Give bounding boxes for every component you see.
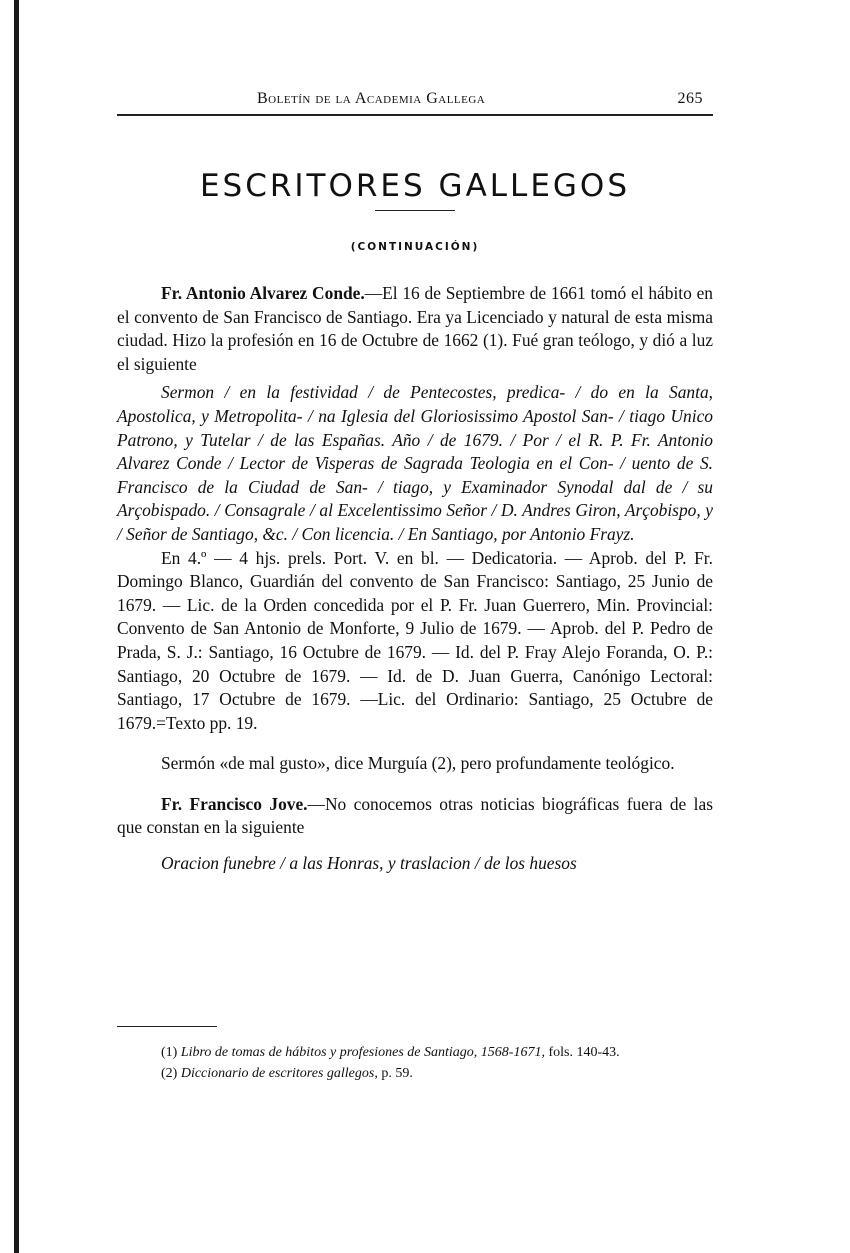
body-text bbox=[117, 282, 713, 876]
footnote bbox=[117, 1042, 713, 1063]
footnote-title: Libro de tomas de hábitos y profesiones de Santiago, 1568-1671, bbox=[180, 1045, 545, 1060]
entry-paragraph bbox=[117, 282, 713, 376]
entry-paragraph bbox=[117, 793, 713, 840]
footnote-rest: fols. 140-43. bbox=[544, 1045, 620, 1060]
running-title: Boletín de la Academia Gallega bbox=[257, 90, 486, 107]
commentary-paragraph: Sermón «de mal gusto», dice Murguía (2), pero profundamente teológico. bbox=[161, 753, 675, 774]
footnote-title: Diccionario de escritores gallegos, bbox=[180, 1066, 378, 1081]
work-title: Oracion funebre / a las Honras, y traslacion / de los huesos bbox=[161, 853, 577, 874]
footnotes bbox=[117, 1042, 713, 1084]
work-title: Sermon / en la festividad / de Pentecostes, predica- / do en la Santa, Apostolica, y Metropolita- / na Iglesia del Gloriosissimo Apostol San- / tiago Unico Patrono, y Tutelar / de las Españas. Año / de 1679. / Por / el R. P. Fr. Antonio Alvarez Conde / Lector de Visperas de Sagrada Teologia en el Con- / uento de S. Francisco de la Ciudad de San- / tiago, y Examinador Synodal dal de / su Arçobispado. / Consagrale / al Excelentissimo Señor / D. Andres Giron, Arçobispo, y / Señor de Santiago, &c. / Con licencia. / En Santiago, por Antonio Frayz. bbox=[117, 382, 713, 544]
footnote-marker: (2) bbox=[161, 1066, 178, 1081]
entry-intro: —El 16 de Septiembre de 1661 tomó el hábito en el convento de San Francisco de Santiago. Era ya Licenciado y natural de esta misma ciudad. Hizo la profesión en 16 de Octubre de 1662 (1). Fué gran teólogo, y dió a luz el siguiente bbox=[117, 283, 714, 374]
footnote-marker: (1) bbox=[161, 1045, 178, 1060]
page-binding-edge bbox=[14, 0, 19, 1253]
continuation-label: (CONTINUACIÓN) bbox=[350, 241, 480, 253]
running-header bbox=[117, 88, 713, 116]
bibliographic-description: En 4.º — 4 hjs. prels. Port. V. en bl. — Dedicatoria. — Aprob. del P. Fr. Domingo Blanco, Guardián del convento de San Francisco: Santiago, 25 Junio de 1679. — Lic. de la Orden concedida por el P. Fr. Juan Guerrero, Min. Provincial: Convento de San Antonio de Monforte, 9 Julio de 1679. — Aprob. del P. Pedro de Prada, S. J.: Santiago, 16 Octubre de 1679. — Id. del P. Fray Alejo Foranda, O. P.: Santiago, 20 Octubre de 1679. — Id. de D. Juan Guerra, Canónigo Lectoral: Santiago, 17 Octubre de 1679. —Lic. del Ordinario: Santiago, 25 Octubre de 1679.=Texto pp. 19. bbox=[117, 547, 713, 733]
entry-intro: —No conocemos otras noticias biográficas fuera de las que constan en la siguiente bbox=[117, 793, 713, 838]
author-name: Fr. Antonio Alvarez Conde. bbox=[161, 283, 365, 303]
footnote-rest: p. 59. bbox=[377, 1066, 413, 1081]
title-underline bbox=[375, 210, 455, 211]
section-title: ESCRITORES GALLEGOS bbox=[199, 168, 631, 204]
footnote-rule bbox=[117, 1026, 217, 1027]
footnote bbox=[117, 1063, 713, 1084]
page-number: 265 bbox=[677, 90, 703, 107]
author-name: Fr. Francisco Jove. bbox=[161, 793, 308, 814]
